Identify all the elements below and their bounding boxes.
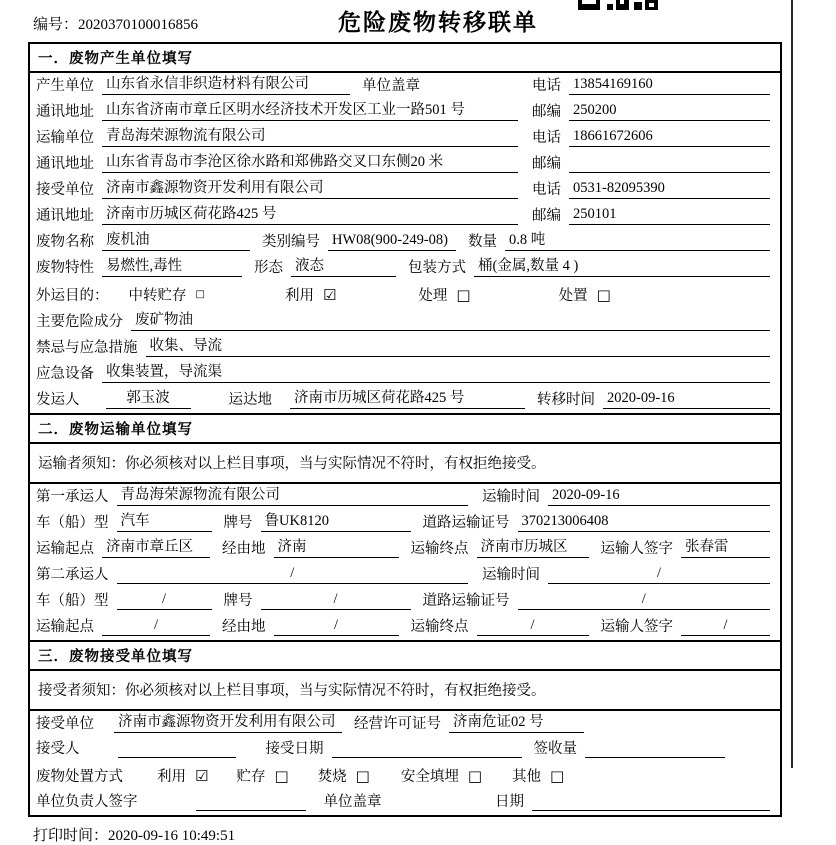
purpose-option-utilize: [285, 284, 336, 305]
received-quantity-value: [585, 740, 725, 758]
producer-phone-value: 13854169160: [569, 76, 770, 95]
route-end-label: 运输终点: [410, 619, 469, 635]
receive-date-value: [332, 740, 522, 758]
doc-number-value: 2020370100016856: [78, 17, 199, 33]
checkbox-checked-icon: ☑: [195, 766, 209, 785]
transfer-purpose-label: 外运目的：: [36, 288, 109, 304]
checkbox-unchecked-icon: □: [355, 766, 370, 785]
transport-address-label: 通讯地址: [36, 156, 94, 172]
manager-signature-label: 单位负责人签字: [36, 794, 138, 810]
transport-time-label: 运输时间: [482, 489, 540, 505]
row-second-route: [30, 614, 780, 640]
section-transporter-title: 二．废物运输单位填写: [30, 415, 780, 444]
disposal-option-storage: [236, 765, 288, 786]
producer-address-label: 通讯地址: [36, 104, 94, 120]
section-producer-title: 一．废物产生单位填写: [30, 44, 780, 73]
qr-code-fragment: [578, 0, 658, 11]
row-emergency-equipment: [30, 361, 780, 387]
carrier-signature-value: /: [681, 617, 770, 636]
form-body: [28, 42, 782, 817]
quantity-label: 数量: [468, 234, 497, 250]
receive-zip-value: 250101: [569, 206, 770, 225]
print-time: [33, 824, 796, 845]
row-producer-address: [30, 99, 780, 125]
road-permit-label: 道路运输证号: [422, 515, 510, 531]
row-receiver-unit: [30, 711, 780, 737]
row-first-carrier: [30, 484, 780, 510]
road-permit-label: 道路运输证号: [422, 593, 510, 609]
print-time-label: 打印时间：: [33, 828, 109, 844]
plate-number-label: 牌号: [223, 515, 253, 531]
row-receive-address: [30, 203, 780, 229]
row-emergency-measures: [30, 335, 780, 361]
license-number-label: 经营许可证号: [354, 716, 441, 732]
section-transporter: [28, 413, 782, 642]
checkbox-unchecked-icon: □: [596, 285, 611, 304]
packing-method-value: 桶(金属,数量 4 ): [474, 258, 770, 277]
producer-zip-value: 250200: [569, 102, 770, 121]
plate-number-label: 牌号: [223, 593, 253, 609]
waste-form-value: 液态: [291, 258, 396, 277]
row-disposal-method: [30, 762, 780, 790]
vehicle-type-value: 汽车: [117, 513, 212, 532]
row-first-vehicle: [30, 510, 780, 536]
producer-zip-label: 邮编: [532, 104, 561, 120]
disposal-option-incinerate: [318, 765, 370, 786]
waste-traits-value: 易燃性,毒性: [102, 258, 242, 277]
road-permit-value: /: [518, 591, 771, 610]
emergency-equipment-value: 收集装置，导流渠: [102, 364, 770, 383]
row-receive-unit: [30, 177, 780, 203]
waste-form-label: 形态: [254, 260, 283, 276]
row-waste-traits: [30, 255, 780, 281]
plate-number-value: /: [261, 591, 411, 610]
transport-time-value: 2020-09-16: [548, 487, 770, 506]
section-producer: [28, 42, 782, 415]
second-carrier-label: 第二承运人: [36, 567, 109, 583]
category-code-label: 类别编号: [262, 234, 320, 250]
row-hazard-components: [30, 309, 780, 335]
recipient-label: 接受人: [36, 741, 80, 757]
route-end-value: /: [477, 617, 589, 636]
unit-seal-label: 单位盖章: [323, 794, 382, 810]
packing-method-label: 包装方式: [408, 260, 466, 276]
received-quantity-label: 签收量: [533, 741, 577, 757]
transport-time-label: 运输时间: [482, 567, 540, 583]
hazard-components-label: 主要危险成分: [36, 314, 123, 330]
purpose-option-label: 处置: [558, 288, 588, 304]
unit-seal-label: 单位盖章: [362, 78, 420, 94]
destination-value: 济南市历城区荷花路425 号: [290, 390, 525, 409]
carrier-signature-value: 张春雷: [681, 539, 770, 558]
purpose-option-label: 中转贮存: [128, 288, 187, 304]
receive-zip-label: 邮编: [532, 208, 561, 224]
transfer-time-label: 转移时间: [537, 392, 595, 408]
page-right-edge: [791, 0, 793, 768]
license-number-value: 济南危证02 号: [449, 714, 584, 733]
transport-phone-value: 18661672606: [569, 128, 770, 147]
row-shipper: [30, 387, 780, 413]
disposal-option-label: 安全填埋: [400, 769, 459, 785]
checkbox-unchecked-icon: □: [456, 285, 471, 304]
route-via-value: 济南: [274, 539, 399, 558]
disposal-option-label: 其他: [512, 769, 542, 785]
category-code-value: HW08(900-249-08): [328, 232, 456, 251]
second-carrier-value: /: [117, 565, 469, 584]
route-origin-value: /: [102, 617, 210, 636]
manager-signature-value: [196, 793, 306, 811]
page-title: 危险废物转移联单: [338, 10, 538, 35]
first-carrier-label: 第一承运人: [36, 489, 109, 505]
purpose-option-transfer-storage: [129, 284, 205, 305]
doc-number-label: 编号：: [33, 17, 79, 33]
route-origin-label: 运输起点: [36, 619, 94, 635]
row-transport-unit: [30, 125, 780, 151]
emergency-equipment-label: 应急设备: [36, 366, 94, 382]
transport-time-value: /: [548, 565, 770, 584]
waste-name-label: 废物名称: [36, 234, 94, 250]
route-via-label: 经由地: [222, 541, 266, 557]
route-origin-label: 运输起点: [36, 541, 94, 557]
road-permit-value: 370213006408: [518, 513, 771, 532]
row-second-carrier: [30, 562, 780, 588]
transport-unit-label: 运输单位: [36, 130, 94, 146]
shipper-value: 郭玉波: [106, 390, 191, 409]
emergency-measures-label: 禁忌与应急措施: [36, 340, 138, 356]
vehicle-type-label: 车（船）型: [36, 515, 109, 531]
recipient-value: [118, 740, 236, 758]
transport-phone-label: 电话: [532, 130, 561, 146]
date-label: 日期: [495, 794, 524, 810]
purpose-option-label: 处理: [418, 288, 448, 304]
section-receiver: [28, 640, 782, 817]
disposal-method-label: 废物处置方式: [36, 769, 123, 785]
producer-phone-label: 电话: [532, 78, 561, 94]
transporter-notice: 运输者须知：你必须核对以上栏目事项，当与实际情况不符时，有权拒绝接受。: [30, 444, 780, 484]
vehicle-type-label: 车（船）型: [36, 593, 109, 609]
emergency-measures-value: 收集、导流: [146, 338, 771, 357]
hazard-components-value: 废矿物油: [131, 312, 770, 331]
route-end-label: 运输终点: [410, 541, 469, 557]
row-recipient: [30, 737, 780, 762]
receiver-notice: 接受者须知：你必须核对以上栏目事项，当与实际情况不符时，有权拒绝接受。: [30, 671, 780, 711]
quantity-value: 0.8 吨: [505, 232, 770, 251]
row-manager-signature: [30, 790, 780, 815]
receive-unit-label: 接受单位: [36, 182, 94, 198]
checkbox-unchecked-icon: □: [550, 766, 565, 785]
disposal-option-utilize: [157, 765, 208, 786]
transport-zip-value: [569, 155, 770, 173]
producer-unit-label: 产生单位: [36, 78, 94, 94]
receive-date-label: 接受日期: [265, 741, 324, 757]
checkbox-unchecked-icon: □: [467, 766, 483, 785]
producer-address-value: 山东省济南市章丘区明水经济技术开发区工业一路501 号: [102, 102, 518, 121]
disposal-option-label: 利用: [157, 769, 186, 785]
doc-header: [0, 0, 796, 42]
row-second-vehicle: [30, 588, 780, 614]
receive-address-value: 济南市历城区荷花路425 号: [102, 206, 518, 225]
date-value: [532, 793, 770, 811]
receive-phone-value: 0531-82095390: [569, 180, 770, 199]
receive-phone-label: 电话: [532, 182, 561, 198]
carrier-signature-label: 运输人签字: [600, 619, 673, 635]
shipper-label: 发运人: [36, 392, 80, 408]
transport-address-value: 山东省青岛市李沧区徐水路和郑佛路交叉口东侧20 米: [102, 154, 518, 173]
checkbox-unchecked-icon: □: [195, 288, 205, 300]
receive-address-label: 通讯地址: [36, 208, 94, 224]
row-first-route: [30, 536, 780, 562]
first-carrier-value: 青岛海荣源物流有限公司: [117, 487, 469, 506]
waste-name-value: 废机油: [102, 232, 250, 251]
destination-label: 运达地: [228, 392, 272, 408]
vehicle-type-value: /: [117, 591, 212, 610]
row-transport-address: [30, 151, 780, 177]
disposal-option-other: [512, 765, 564, 786]
disposal-option-label: 贮存: [236, 769, 266, 785]
receiver-unit-label: 接受单位: [36, 716, 94, 732]
row-producer-unit: [30, 73, 780, 99]
disposal-option-landfill: [401, 765, 482, 786]
receive-unit-value: 济南市鑫源物资开发利用有限公司: [102, 180, 518, 199]
disposal-option-label: 焚烧: [317, 769, 347, 785]
transport-zip-label: 邮编: [532, 156, 561, 172]
checkbox-checked-icon: ☑: [322, 285, 337, 304]
route-end-value: 济南市历城区: [477, 539, 589, 558]
purpose-option-treat: [418, 284, 470, 305]
waste-traits-label: 废物特性: [36, 260, 94, 276]
transfer-time-value: 2020-09-16: [603, 390, 770, 409]
transport-unit-value: 青岛海荣源物流有限公司: [102, 128, 518, 147]
row-waste-name: [30, 229, 780, 255]
purpose-option-label: 利用: [284, 288, 314, 304]
section-receiver-title: 三．废物接受单位填写: [30, 642, 780, 671]
receiver-unit-value: 济南市鑫源物资开发利用有限公司: [114, 714, 342, 733]
purpose-option-dispose: [559, 284, 611, 305]
route-via-label: 经由地: [222, 619, 266, 635]
producer-unit-value: 山东省永信非织造材料有限公司: [102, 76, 350, 95]
print-time-value: 2020-09-16 10:49:51: [108, 828, 236, 844]
carrier-signature-label: 运输人签字: [600, 541, 673, 557]
row-transfer-purpose: [30, 281, 780, 309]
plate-number-value: 鲁UK8120: [261, 513, 411, 532]
route-via-value: /: [274, 617, 399, 636]
checkbox-unchecked-icon: □: [274, 766, 289, 785]
route-origin-value: 济南市章丘区: [102, 539, 210, 558]
